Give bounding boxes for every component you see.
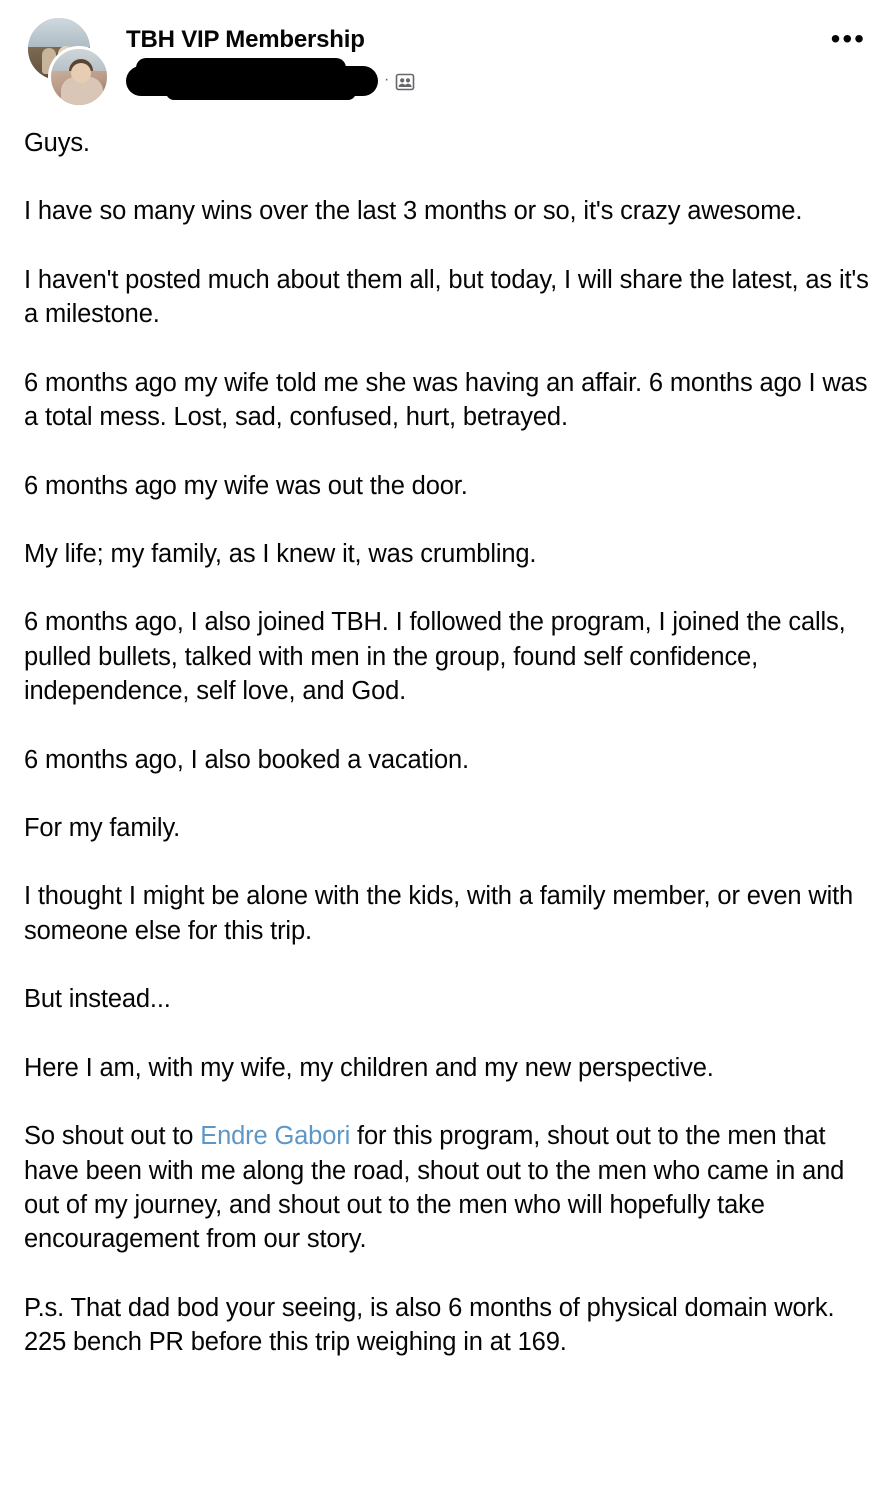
post-paragraph: My life; my family, as I knew it, was crumbling.	[24, 539, 537, 568]
post-paragraph: I haven't posted much about them all, but today, I will share the latest, as it's a milestone.	[24, 265, 869, 329]
post-paragraph: Guys.	[24, 129, 90, 157]
post-paragraph: 6 months ago, I also joined TBH. I followed the program, I joined the calls, pulled bullets, talked with men in the group, found self confidence, independence, self love, and God.	[24, 608, 846, 706]
post-paragraph: 6 months ago my wife told me she was having an affair. 6 months ago I was a total mess. Lost, sad, confused, hurt, betrayed.	[24, 368, 868, 432]
author-name-redacted	[126, 66, 378, 96]
meta-separator: ·	[384, 70, 390, 88]
post-paragraph: But instead...	[24, 985, 171, 1014]
post-paragraph: I thought I might be alone with the kids, with a family member, or even with someone else for this trip.	[24, 882, 854, 945]
post-paragraph: For my family.	[24, 814, 181, 843]
post-header	[0, 0, 894, 114]
group-audience-icon[interactable]	[395, 72, 415, 92]
group-name[interactable]: TBH VIP Membership	[126, 26, 365, 53]
post-body	[0, 114, 894, 1380]
post-paragraph-with-mention	[24, 1119, 870, 1257]
post-paragraph: 6 months ago, I also booked a vacation.	[24, 745, 469, 774]
more-options-icon[interactable]: •••	[830, 23, 866, 54]
post-paragraph: 6 months ago my wife was out the door.	[24, 471, 468, 500]
post-meta	[126, 65, 831, 95]
post-paragraph: Here I am, with my wife, my children and my new perspective.	[24, 1053, 714, 1082]
mention-link[interactable]: Endre Gabori	[200, 1122, 351, 1151]
paragraph-text-before: So shout out to	[24, 1122, 201, 1151]
avatar[interactable]	[22, 16, 114, 108]
post-paragraph: I have so many wins over the last 3 months or so, it's crazy awesome.	[24, 197, 803, 226]
post-paragraph: P.s. That dad bod your seeing, is also 6 months of physical domain work. 225 bench PR before this trip weighing in at 169.	[24, 1293, 835, 1357]
post-header-text	[114, 16, 831, 95]
profile-photo-avatar[interactable]	[48, 46, 110, 108]
paragraph-text-after: for this program, shout out to the men that have been with me along the road, shout out to the men who came in and out of my journey, and shout out to the men who will hopefully take encouragement from our story.	[24, 1122, 845, 1254]
